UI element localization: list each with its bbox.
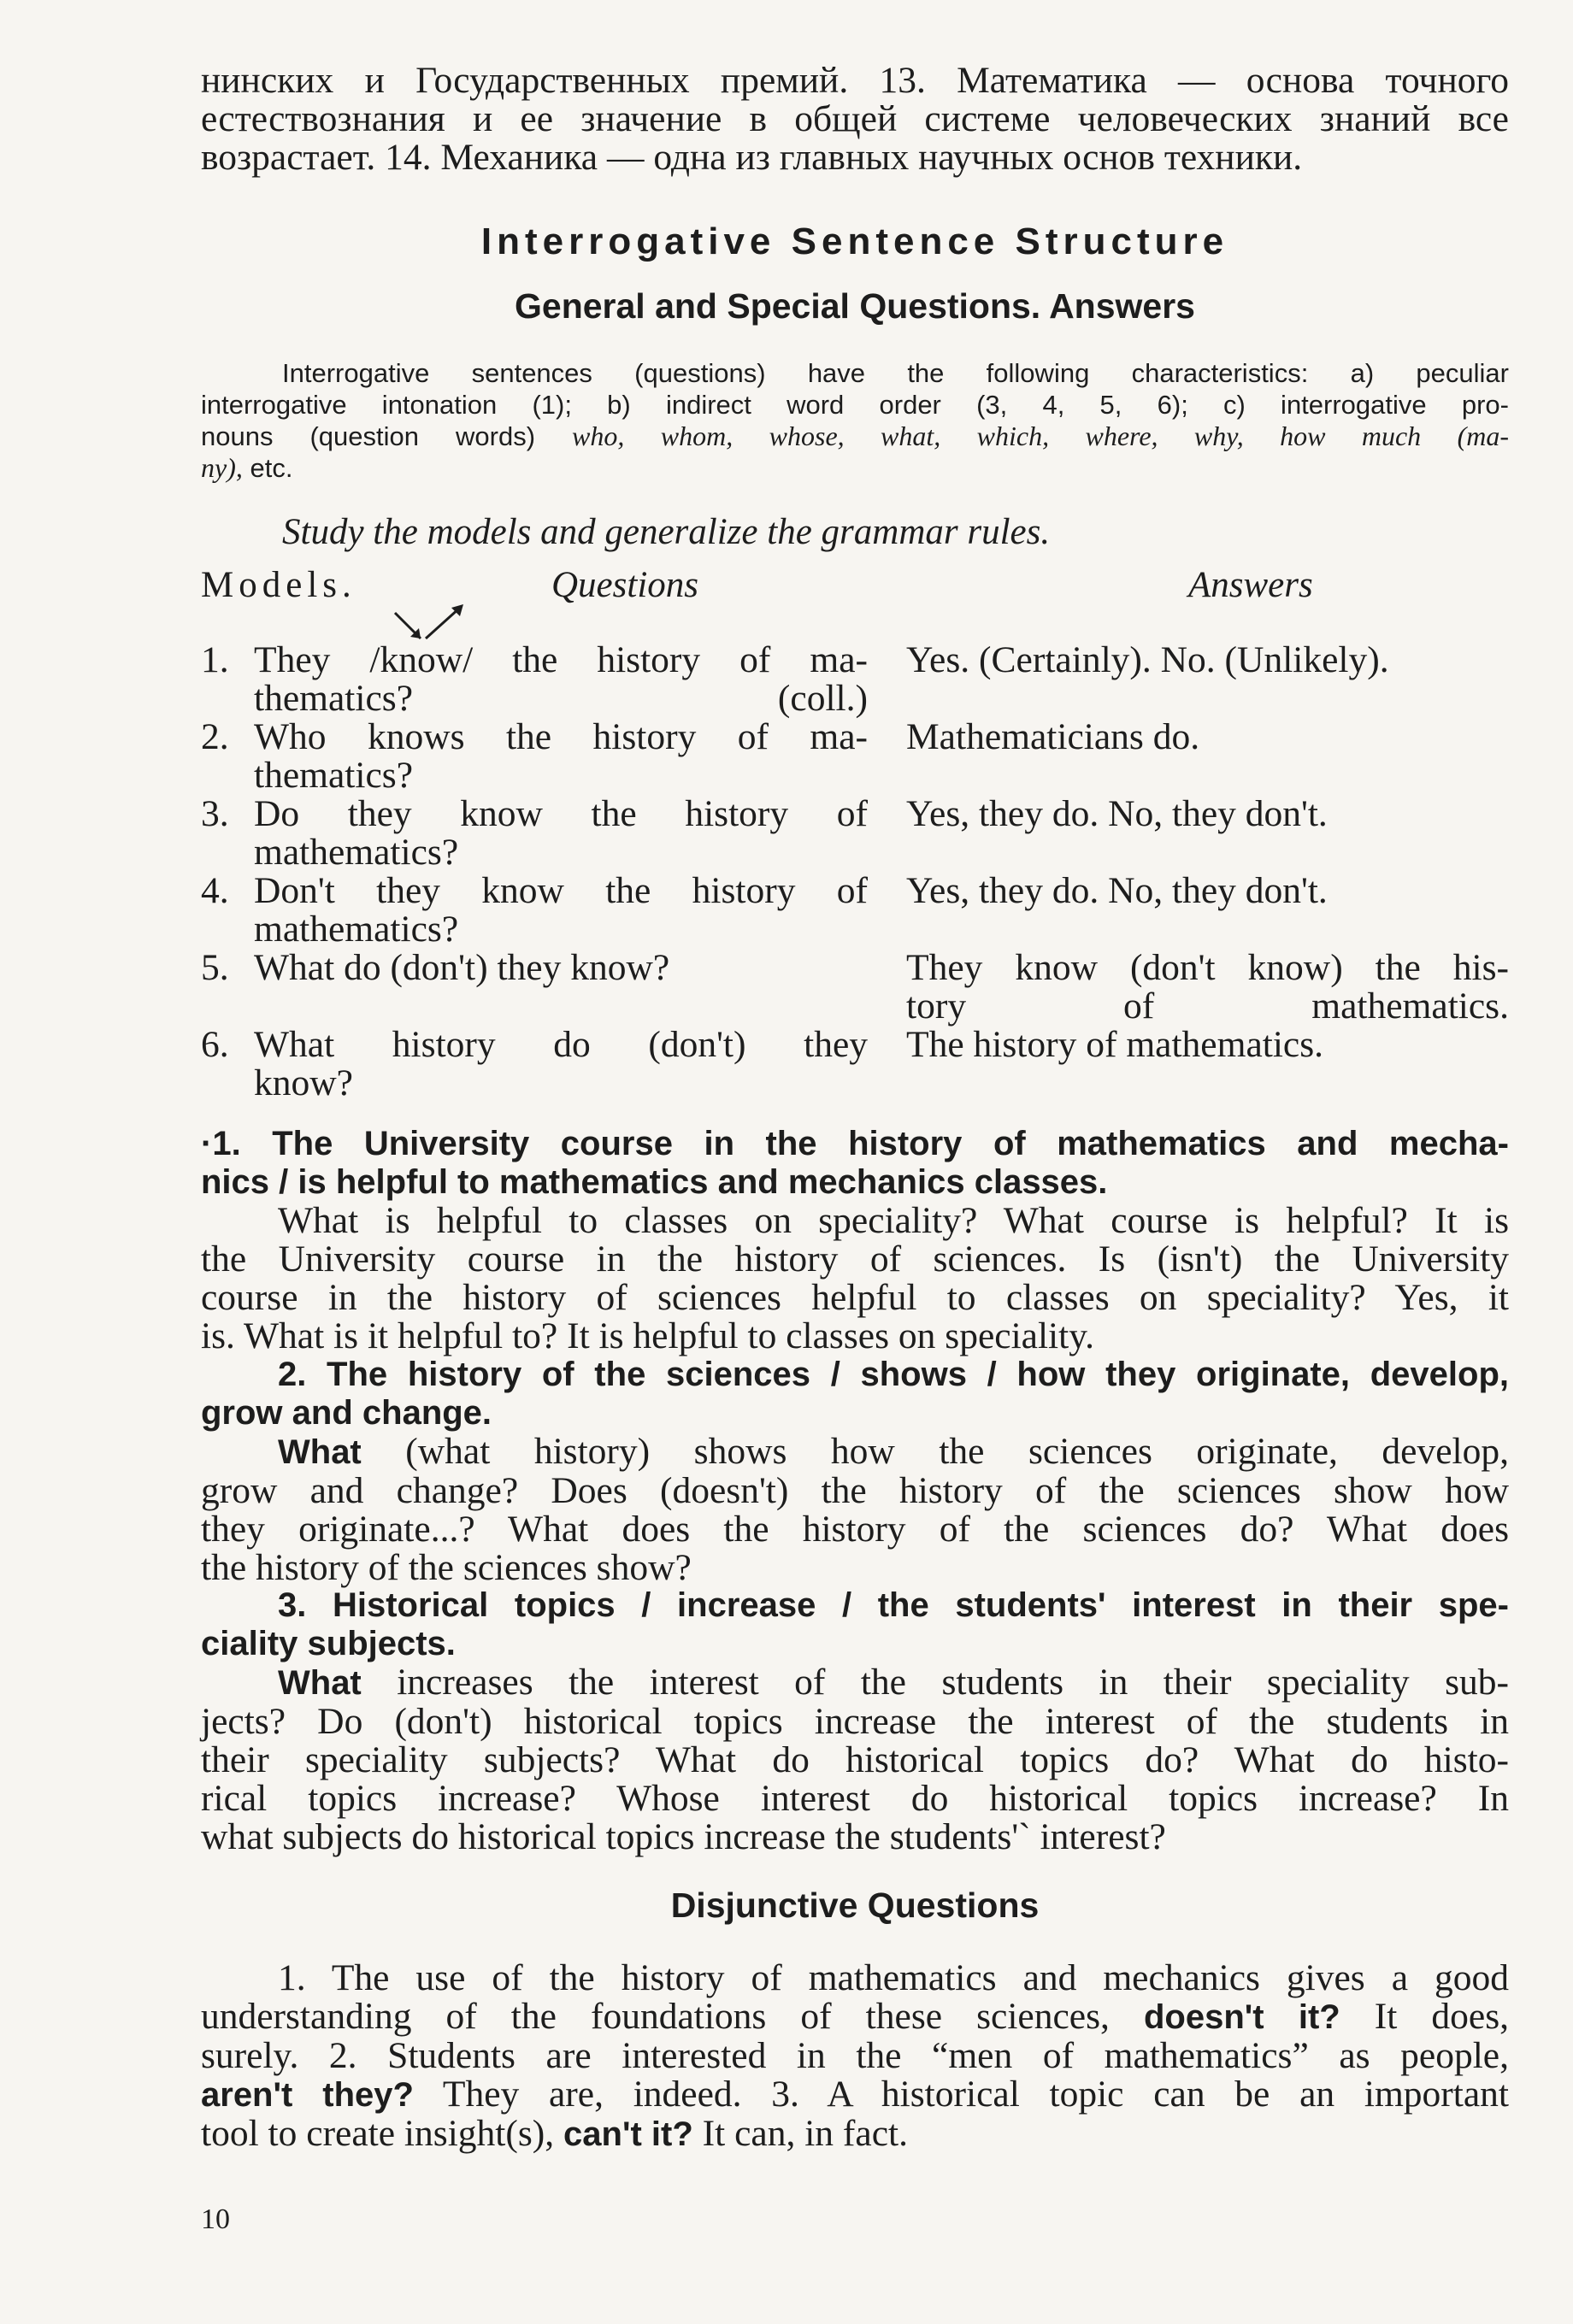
disjunctive-text: understanding of the foundations of these sciences, xyxy=(201,1996,1144,2037)
exercise-line: course in the history of sciences helpful to classes on speciality? Yes, it xyxy=(201,1277,1509,1318)
model-question-line: They /know/ the history of ma- xyxy=(254,639,868,680)
tag-question: doesn't it? xyxy=(1143,1998,1340,2036)
model-number: 6. xyxy=(201,1024,229,1065)
model-answer xyxy=(906,1026,1509,1064)
model-answer-line: Yes, they do. No, they don't. xyxy=(906,793,1328,834)
exercise-3 xyxy=(201,1586,1509,1856)
exercise-line: jects? Do (don't) historical topics increase the interest of the students in xyxy=(201,1701,1509,1742)
model-question-line: thematics? (coll.) xyxy=(254,678,868,719)
model-answer-line: They know (don't know) the his- xyxy=(906,947,1509,988)
model-number: 5. xyxy=(201,947,229,988)
exercise-statement: 2. The history of the sciences / shows / how they originate, develop, xyxy=(278,1356,1509,1393)
rule-line: Interrogative sentences (questions) have the following characteristics: a) peculiar xyxy=(282,358,1509,388)
exercise-statement: ·1. The University course in the history of mathematics and mecha- xyxy=(201,1125,1509,1162)
model-answer xyxy=(906,949,1509,1026)
model-question-line: mathematics? xyxy=(254,909,459,950)
exercise-line: is. What is it helpful to? It is helpful to classes on speciality. xyxy=(201,1315,1095,1356)
intro-line: нинских и Государственных премий. 13. Математика — основа точного xyxy=(201,60,1509,101)
exercise-line: grow and change? Does (doesn't) the history of the sciences show how xyxy=(201,1470,1509,1511)
intro-line: возрастает. 14. Механика — одна из главных научных основ техники. xyxy=(201,137,1303,178)
exercise-line: What is helpful to classes on speciality? What course is helpful? It is xyxy=(278,1200,1509,1241)
page-number: 10 xyxy=(201,2203,230,2235)
disjunctive-title: Disjunctive Questions xyxy=(670,1886,1040,1925)
rule-text: etc. xyxy=(250,453,293,483)
rule-text: nouns (question words) xyxy=(201,421,536,451)
exercise-1 xyxy=(201,1125,1509,1356)
model-question-line: Do they know the history of xyxy=(254,793,868,834)
disjunctive-paragraph xyxy=(201,1959,1509,2154)
model-question-line: Who knows the history of ma- xyxy=(254,716,868,757)
model-answer xyxy=(906,718,1509,756)
exercise-statement: ciality subjects. xyxy=(201,1625,456,1662)
disjunctive-text: It does, xyxy=(1340,1996,1510,2037)
tag-question: aren't they? xyxy=(201,2076,414,2114)
exercise-line xyxy=(201,1433,1509,1472)
model-question xyxy=(254,872,868,949)
model-answer xyxy=(906,872,1509,910)
exercise-statement: nics / is helpful to mathematics and mechanics classes. xyxy=(201,1163,1108,1201)
instruction: Study the models and generalize the grammar rules. xyxy=(282,512,1051,552)
exercise-line: their speciality subjects? What do historical topics do? What do histo- xyxy=(201,1739,1509,1780)
model-answer-line: tory of mathematics. xyxy=(906,985,1509,1027)
exercise-statement: grow and change. xyxy=(201,1394,492,1432)
questions-header: Questions xyxy=(551,565,698,605)
exercise-line: rical topics increase? Whose interest do historical topics increase? In xyxy=(201,1778,1509,1819)
model-number: 1. xyxy=(201,639,229,680)
model-answer-line: Yes, they do. No, they don't. xyxy=(906,870,1328,911)
exercise-line xyxy=(201,1663,1509,1703)
question-words: who, whom, whose, what, which, where, why, how much (ma- xyxy=(572,421,1509,451)
question-words: ny), xyxy=(201,452,243,483)
exercise-statement: 3. Historical topics / increase / the students' interest in their spe- xyxy=(278,1586,1509,1624)
model-question xyxy=(254,949,868,987)
model-question xyxy=(254,641,868,718)
model-question-line: What do (don't) they know? xyxy=(254,947,670,988)
section-title: Interrogative Sentence Structure xyxy=(480,221,1229,262)
intro-paragraph xyxy=(201,62,1509,177)
model-question-line: Don't they know the history of xyxy=(254,870,868,911)
disjunctive-line: 1. The use of the history of mathematics and mechanics gives a good xyxy=(278,1957,1509,1998)
exercise-2 xyxy=(201,1356,1509,1587)
rule-line xyxy=(201,421,1509,452)
exercise-line: what subjects do historical topics increase the students'` interest? xyxy=(201,1816,1166,1857)
disjunctive-line: surely. 2. Students are interested in the “men of mathematics” as people, xyxy=(201,2035,1509,2076)
models-label: Models. xyxy=(201,565,356,605)
model-answer xyxy=(906,641,1509,680)
disjunctive-text: They are, indeed. 3. A historical topic can be an important xyxy=(413,2074,1509,2115)
question-word: What xyxy=(278,1664,362,1702)
model-answer-line: Mathematicians do. xyxy=(906,716,1200,757)
model-question xyxy=(254,718,868,795)
rule-paragraph xyxy=(201,357,1509,484)
model-question xyxy=(254,1026,868,1103)
model-question-line: know? xyxy=(254,1062,353,1103)
document-page xyxy=(201,0,1509,2324)
model-question-line: What history do (don't) they xyxy=(254,1024,868,1065)
models-header xyxy=(201,564,1509,607)
model-question-line: mathematics? xyxy=(254,832,459,873)
model-number: 2. xyxy=(201,716,229,757)
model-number: 3. xyxy=(201,793,229,834)
model-number: 4. xyxy=(201,870,229,911)
rule-line xyxy=(201,452,1509,484)
exercise-line: they originate...? What does the history of the sciences do? What does xyxy=(201,1509,1509,1550)
exercise-text: increases the interest of the students in their speciality sub- xyxy=(361,1662,1509,1703)
model-answer-line: Yes. (Certainly). No. (Unlikely). xyxy=(906,639,1389,680)
exercise-line: the history of the sciences show? xyxy=(201,1547,692,1588)
rule-line: interrogative intonation (1); b) indirect word order (3, 4, 5, 6); c) interrogative pro- xyxy=(201,390,1509,420)
answers-header: Answers xyxy=(1188,565,1313,605)
disjunctive-text: tool to create insight(s), xyxy=(201,2113,564,2154)
disjunctive-line xyxy=(201,2115,1509,2154)
tag-question: can't it? xyxy=(563,2115,693,2153)
subsection-title: General and Special Questions. Answers xyxy=(515,286,1195,326)
disjunctive-text: It can, in fact. xyxy=(692,2113,908,2154)
model-question xyxy=(254,795,868,872)
disjunctive-line xyxy=(201,1997,1509,2037)
intro-line: естествознания и ее значение в общей системе человеческих знаний все xyxy=(201,98,1509,139)
exercise-line: the University course in the history of sciences. Is (isn't) the University xyxy=(201,1238,1509,1280)
exercise-text: (what history) shows how the sciences originate, develop, xyxy=(361,1431,1509,1472)
disjunctive-line xyxy=(201,2075,1509,2115)
model-question-line: thematics? xyxy=(254,755,414,796)
model-answer xyxy=(906,795,1509,833)
model-answer-line: The history of mathematics. xyxy=(906,1024,1324,1065)
question-word: What xyxy=(278,1433,362,1471)
